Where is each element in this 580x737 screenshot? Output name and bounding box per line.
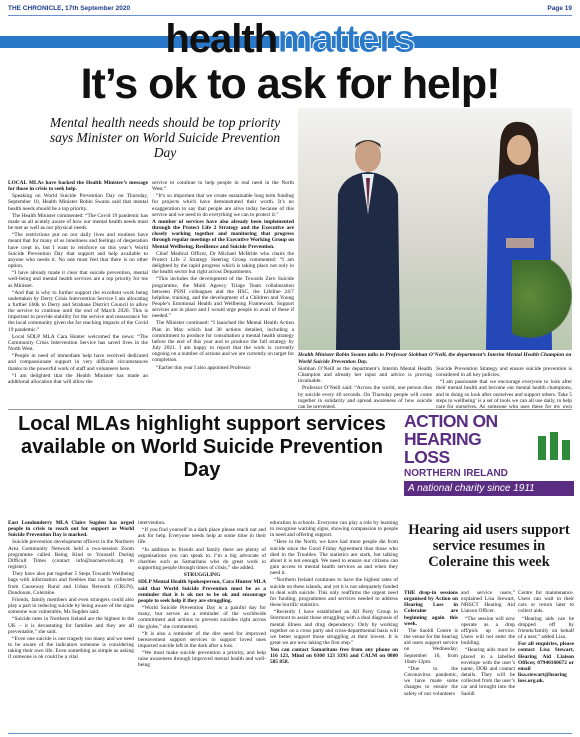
article3-headline: Hearing aid users support service resumes in Coleraine this week <box>408 522 570 570</box>
paragraph: The Saoldi Centre is the venue for the hearing aid users support service on Wednesday, September 16, from 10am-12pm. <box>404 627 458 665</box>
person-man-figure <box>334 134 402 350</box>
article2-column-1 <box>8 520 134 734</box>
paragraph: “Due to the Coronavirus pandemic, we have made some changes to ensure the safety of our volunteers <box>404 665 458 697</box>
paragraph: For all enquiries, please contact Lisa Stewart, Hearing Aid Liaison Officer, 07940160672 or email lisa.stewart@hearing loss.org.uk. <box>518 641 574 685</box>
paragraph: East Londonderry MLA Claire Sugden has urged people in crisis to reach out for support as World Suicide Prevention Day is marked. <box>8 520 134 539</box>
paragraph: “I am delighted that the Health Minister has made an additional allocation that will allow the <box>8 372 148 385</box>
paragraph: “Earlier this year I also appointed Professor <box>156 364 251 371</box>
article-photo <box>298 108 572 350</box>
ad-tagline: A national charity since 1911 <box>404 481 574 496</box>
article1-column-2 <box>152 180 294 406</box>
paragraph: Speaking on World Suicide Prevention Day on Thursday, September 10, Health Minister Robin Swann said that mental health needs should be a top priority. <box>8 193 148 212</box>
paragraph: THE drop-in sessions organised by Action on Hearing Loss in Coleraine are beginning again this week. <box>404 590 458 627</box>
page-footer-rule <box>8 733 572 735</box>
paper-name-date: THE CHRONICLE, 17th September 2020 <box>8 5 131 12</box>
paragraph: STRUGGLING <box>183 572 221 579</box>
paragraph: “If you find yourself in a dark place please reach out and ask for help. Everyone needs help at some time in their life. <box>138 527 266 546</box>
paragraph: service to continue to help people in real need in the North West.” <box>152 180 294 193</box>
paragraph: and service users,” explained Lisa Stewart, NHSCT Hearing Aid Liaison Officer. <box>461 590 515 615</box>
section-divider <box>8 409 572 410</box>
article2-headline: Local MLAs highlight support services available on World Suicide Prevention Day <box>18 413 386 481</box>
paragraph: Suicide Prevention Strategy and ensure suicide prevention is considered in all key policies. <box>436 366 572 379</box>
article3-column-1 <box>404 590 458 734</box>
paragraph: “Hearing aids can be dropped off by friends/family on behalf of a user,” added Lisa. <box>518 615 574 641</box>
paragraph: “World Suicide Prevention Day is a painful day for many, but serves as a reminder of the worldwide commitment and actions to prevent suicides right across the globe,” she commented. <box>138 605 266 630</box>
paragraph: “The session will now operate as a drop off/pick up service. Users will not enter the building. <box>461 615 515 647</box>
paragraph: “Recently I have established an All Party Group in Stormont to assist those struggling with a dual diagnosis of mental illness and drug dependency. Only by working together on a cross party and cross-departmental basis will we better support those struggling at their lowest. It is great we are now taking the first step.” <box>270 609 398 646</box>
paragraph: Chief Medical Officer, Dr Michael McBride who chairs the Protect Life 2 Strategy Steering Group commented: “I am delighted by the rapid progress which is taking place not only in the health sector but right across Departments. <box>152 250 294 276</box>
paragraph: Professor O’Neill said: “Across the world, one person dies by suicide every 40 seconds. On Thursday people will come together in solidarity and spread awareness of how suicide can be prevented. <box>298 385 432 408</box>
ad-logo-bars-icon <box>538 432 572 460</box>
photo-caption: Health Minister Robin Swann talks to Professor Siobhan O’Neill, the department’s Interim Mental Health Champion on World Suicide Prevention Day. <box>298 352 572 365</box>
paragraph: A number of services have also already been implemented through the Protect Life 2 Strategy and the Executive are closely working together and monitoring that progress through regular meetings of the Executive Working Group on Mental Wellbeing, Resilience and Suicide Prevention. <box>152 218 294 250</box>
paragraph: “And that is why to further support the excellent work being undertaken by Derry Crisis Intervention Service I am allocating a further £60k to Derry and Strabane District Council to allow the service to continue until the end of March 2020. This is important to provide stability for the service and reassurance for the local community given the far reaching impacts of the Covid 19 pandemic.” <box>8 289 148 333</box>
article2-column-3 <box>270 520 398 734</box>
main-subhead: Mental health needs should be top priority says Minister on World Suicide Prevention Day <box>49 115 281 160</box>
main-headline: It’s ok to ask for help! <box>80 60 500 108</box>
paragraph: You can contact Samaritans free from any phone on 116 123, Mind on 0300 123 3393 and CALM on 0800 585 858. <box>270 647 398 666</box>
paragraph: “Even one suicide is one tragedy too many and we need to be aware of the indicators someone is considering taking their own life. Even something as simple as asking if someone is ok could be a vital <box>8 635 134 661</box>
paragraph: “In addition to friends and family there are plenty of organisations you can speak to. I’m a big advocate of charities such as Samaritans who do great work in supporting people through times of crisis,” she added. <box>138 546 266 572</box>
section-masthead <box>0 14 580 64</box>
paragraph: They have also put together 5 Steps Towards Wellbeing bags with information and freebies that can be collected from Causeway Rural and Urban Network (CRUN), Dundooan, Coleraine. <box>8 571 134 596</box>
paragraph: “People in need of immediate help have received dedicated and compassionate support in very difficult circumstances thanks to the powerful work of staff and volunteers here. <box>8 353 148 372</box>
ad-line-3: LOSS <box>404 447 450 467</box>
masthead-logo: healthmatters <box>165 17 415 61</box>
paragraph: Centre for maintenance. Users can wait in their cars or return later to collect aids. <box>518 590 574 615</box>
paragraph: “The restrictions put on our daily lives and routines have meant that for many of us loneliness and feelings of desperation have crept in, but I want to reinforce on this year’s World Suicide Prevention Day that support and help available to anyone who needs it. No one must feel that there is no other option. <box>8 232 148 270</box>
paragraph: “Hearing aids must be placed in a labelled envelope with the user’s name, DOB and contact details. They will be collected from the user’s car and brought into the Saoldi <box>461 647 515 697</box>
paragraph: LOCAL MLAs have backed the Health Minister’s message for those in crisis to seek help. <box>8 180 148 193</box>
ad-line-1: ACTION ON <box>404 411 498 431</box>
article1-column-1 <box>8 180 148 406</box>
paragraph: “We must make suicide prevention a priority, and help raise awareness through improved mental health and well-being <box>138 650 266 669</box>
article2-column-2 <box>138 520 266 734</box>
action-on-hearing-loss-ad <box>404 412 574 518</box>
article3-column-3 <box>518 590 574 734</box>
paragraph: “I am passionate that we encourage everyone to look after their mental health and become our mental health champions, and in doing so look after ourselves and support others. Take 5 steps to wellbeing’ is a set of tools we can all use daily, to help care for ourselves. As someone who uses these for my own <box>436 379 572 408</box>
article1-column-4 <box>436 366 572 408</box>
article1-column-3 <box>298 366 432 408</box>
paragraph: Friends, family members and even strangers could also play a part in reducing suicide by being aware of the signs someone was vulnerable, Ms Sugden said. <box>8 596 134 616</box>
paragraph: Local SDLP MLA Cara Hunter welcomed the news: “The Community Crisis Intervention Service has saved lives in the North West. <box>8 333 148 353</box>
paragraph: SDLP Mental Health Spokesperson, Cara Hunter MLA said that World Suicide Prevention must be as a reminder that it is ok not to be ok and encourage people to seek help if they are struggling. <box>138 579 266 604</box>
paragraph: “Northern Ireland continues to have the highest rates of suicide on these islands, and yet it is not adequately funded to deal with suicide. This only reaffirms the urgent need for funding, programmes and services needed to address these horrific statistics. <box>270 577 398 609</box>
article3-column-2 <box>461 590 515 734</box>
paragraph: intervention. <box>138 520 166 526</box>
ad-line-2: HEARING <box>404 429 482 449</box>
paragraph: education in schools. Everyone can play a role by learning to recognise warning signs, showing compassion to people in need and offering support. <box>270 520 398 539</box>
page-number: Page 19 <box>547 5 572 12</box>
paragraph: The Health Minister commented: “The Covid 19 pandemic has made us all acutely aware of how our mental health needs must be met as well as our physical needs. <box>8 212 148 232</box>
paragraph: Siobhan O’Neill as the department’s Interim Mental Health Champion and already her input and advice is proving invaluable. <box>298 366 432 385</box>
plant-decor <box>512 260 572 350</box>
paragraph: “Suicide rates in Northern Ireland are the highest in the UK – it is devastating for families and they are all preventable,” she said. <box>8 616 134 635</box>
paragraph: “It’s so important that we create sustainable long term funding for projects which have demonstrated their worth. It’s no exaggeration to say that people are alive today because of this service and we need to do everything we can to protect it.” <box>152 193 294 218</box>
paragraph: “I have already made it clear that suicide prevention, mental well-being and mental health services are a top priority for me as Minister. <box>8 270 148 289</box>
paragraph: The Minister continued: “I launched the Mental Health Action Plan in May which had 38 actions detailed, including a commitment to produce for consultation a mental health strategy before the end of this year and to produce the full strategy by July 2021. I am happy to report that the work is currently ongoing on a number of actions and we are currently on target for completion. <box>152 320 294 364</box>
paragraph: “This includes the development of the Towards Zero Suicide programme, the Multi Agency Triage Team collaboration between PSNI colleagues and the HSC, the Lifeline 24/7 helpline, training, and the development of a Children and Young People’s Emotional Health and Wellbeing Framework. Support services are in place and I would urge people to avail of these if needed.” <box>152 276 294 320</box>
paragraph: Suicide prevention development officers in the Northern Area Community Network held a two-session Zoom programme called Being Kind to Yourself During Difficult Times (contact info@nacnetwork.org to register). <box>8 539 134 571</box>
paragraph: “It is also a reminder of the dire need for improved bereavement support services to support loved ones impacted suicide left in the dark after a loss. <box>138 630 266 649</box>
ad-region: NORTHERN IRELAND <box>404 468 508 479</box>
paragraph: “Here in the North, we have had more people die from suicide since the Good Friday Agreement than those who died in the Troubles. The statistics are stark, but talking about it is not enough. We need to ensure our citizens can gain access to mental health services as and when they need it. <box>270 539 398 577</box>
